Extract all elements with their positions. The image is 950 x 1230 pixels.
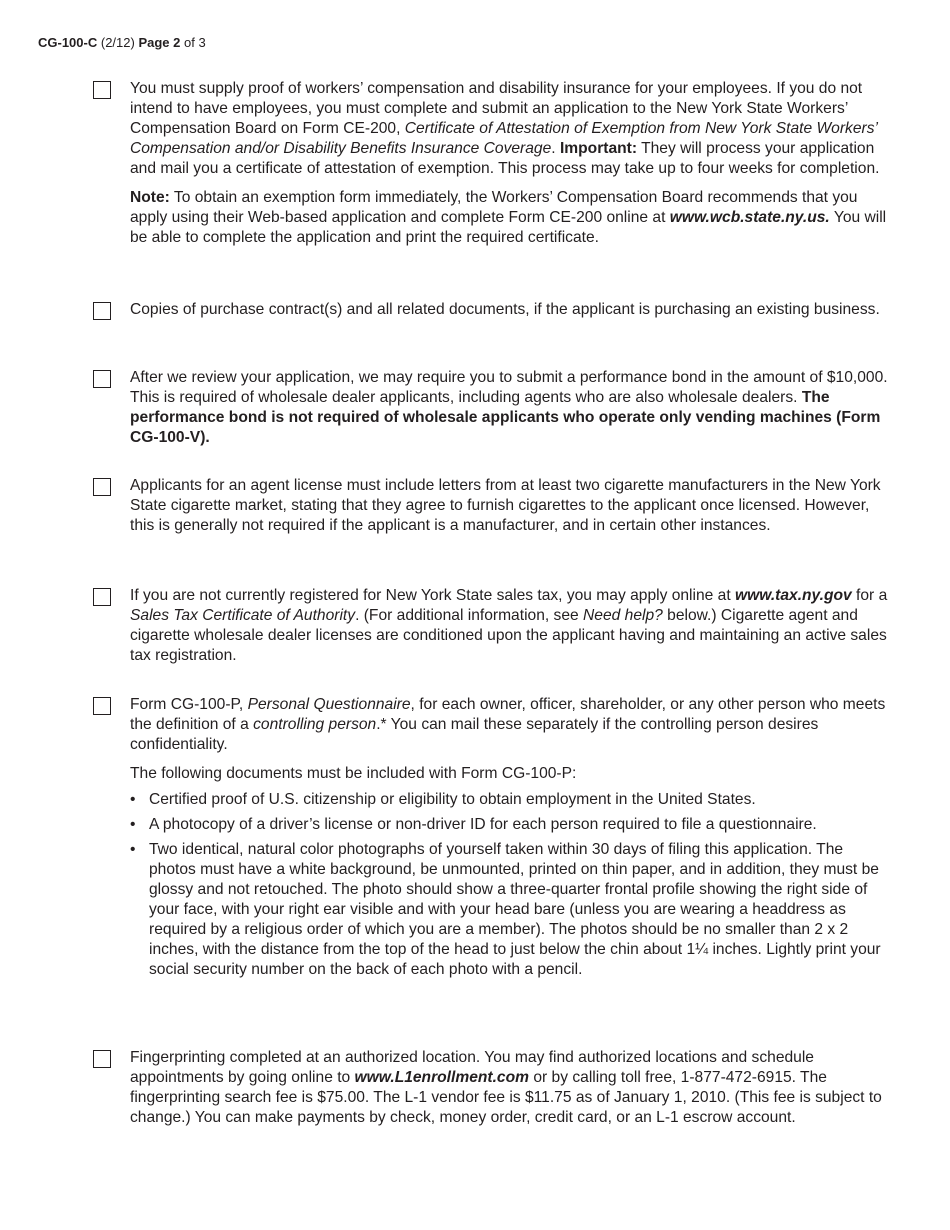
item-purchase-contract: Copies of purchase contract(s) and all related documents, if the applicant is purchasing an existing business. [130, 301, 880, 318]
list-item: • A photocopy of a driver’s license or non-driver ID for each person required to file a questionnaire. [130, 815, 890, 835]
item-fingerprinting: Fingerprinting completed at an authorized location. You may find authorized locations and schedule appointments by going online to www.L1enrollment.com or by calling toll free, 1-877-472-6915. The fingerprinting search fee is $75.00. The L-1 vendor fee is $11.75 as of January 1, 2010. (This fee is subject to change.) You can make payments by check, money order, credit card, or an L-1 escrow account. [130, 1049, 882, 1126]
checkbox-agent-license[interactable] [93, 478, 111, 496]
form-id: CG-100-C [38, 35, 98, 50]
checkbox-fingerprinting[interactable] [93, 1050, 111, 1068]
item-sales-tax: If you are not currently registered for New York State sales tax, you may apply online at www.tax.ny.gov for a Sales Tax Certificate of Authority. (For additional information, see Need help? below.) Cigarette agent and cigarette wholesale dealer licenses are conditioned upon the applicant having and maintaining an active sales tax registration. [130, 587, 888, 664]
l1-enrollment-link[interactable]: www.L1enrollment.com [354, 1069, 529, 1086]
list-item: • Two identical, natural color photographs of yourself taken within 30 days of filing this application. The photos must have a white background, be unmounted, printed on thin paper, and in addition, they must be glossy and not retouched. The photo should show a three-quarter frontal profile showing the right side of your face, with your right ear visible and with your head bare (unless you are wearing a headdress as required by a religious order of which you are a member). The photos should be no smaller than 2 x 2 inches, with the distance from the top of the head to just below the chin about 1¼ inches. Lightly print your social security number on the back of each photo with a pencil. [130, 840, 890, 980]
checkbox-workers-comp[interactable] [93, 81, 111, 99]
workers-comp-text: You must supply proof of workers’ compensation and disability insurance for your employees. If you do not intend to have employees, you must complete and submit an application to the New York State Workers’ Compensation Board on Form CE-200, Certificate of Attestation of Exemption from New York State Workers’ Compensation and/or Disability Benefits Insurance Coverage. Important: They will process your application and mail you a certificate of attestation of exemption. This process may take up to four weeks for completion. [130, 80, 880, 177]
item-performance-bond: After we review your application, we may require you to submit a performance bond in the amount of $10,000. This is required of wholesale dealer applicants, including agents who are also wholesale dealers. The performance bond is not required of wholesale applicants who operate only vending machines (Form CG-100-V). [130, 369, 888, 446]
page-of: of 3 [184, 35, 206, 50]
checkbox-sales-tax[interactable] [93, 588, 111, 606]
item-agent-license: Applicants for an agent license must include letters from at least two cigarette manufacturers in the New York State cigarette market, stating that they agree to furnish cigarettes to the applicant once licensed. However, this is generally not required if the applicant is a manufacturer, and in certain other instances. [130, 477, 881, 534]
wcb-link[interactable]: www.wcb.state.ny.us. [669, 209, 830, 226]
checkbox-performance-bond[interactable] [93, 370, 111, 388]
questionnaire-bullets [130, 790, 890, 980]
workers-comp-note: Note: To obtain an exemption form immediately, the Workers’ Compensation Board recommends that you apply using their Web-based application and complete Form CE-200 online at www.wcb.state.ny.us. You will be able to complete the application and print the required certificate. [130, 189, 887, 246]
checkbox-purchase-contract[interactable] [93, 302, 111, 320]
item-questionnaire: Form CG-100-P, Personal Questionnaire, for each owner, officer, shareholder, or any other person who meets the definition of a controlling person.* You can mail these separately if the controlling person desires confidentiality. The following documents must be included with Form CG-100-P: • Certified proof of U.S. citizenship or eligibility to obtain employment in the United States. • A photocopy of a driver’s license or non-driver ID for each person required to file a questionnaire. • Two identical, natural color photographs of yourself taken within 30 days of filing this application. The photos must have a white background, be unmounted, printed on thin paper, and in addition, they must be glossy and not retouched. The photo should show a three-quarter frontal profile showing the right side of your face, with your right ear visible and with your head bare (unless you are wearing a headdress as required by a religious order of which you are a member). The photos should be no smaller than 2 x 2 inches, with the distance from the top of the head to just below the chin about 1¼ inches. Lightly print your social security number on the back of each photo with a pencil. [130, 695, 890, 985]
form-revision: (2/12) [100, 35, 135, 50]
item-workers-comp [130, 79, 890, 248]
page-header [38, 35, 206, 51]
tax-link[interactable]: www.tax.ny.gov [735, 587, 852, 604]
questionnaire-intro: The following documents must be included with Form CG-100-P: [130, 765, 577, 782]
checkbox-questionnaire[interactable] [93, 697, 111, 715]
page-label: Page 2 [138, 35, 181, 50]
list-item: • Certified proof of U.S. citizenship or eligibility to obtain employment in the United States. [130, 790, 890, 810]
